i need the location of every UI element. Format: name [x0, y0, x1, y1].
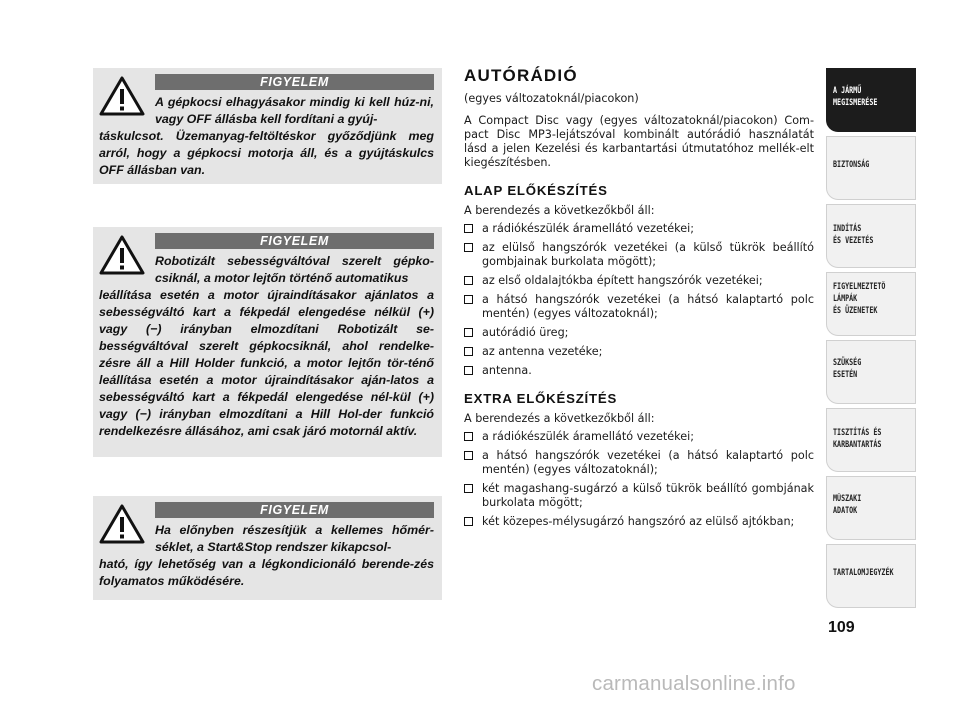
checkbox-bullet-icon	[464, 451, 473, 460]
warning-box-1	[93, 68, 442, 184]
tab-label: ADATOK	[833, 506, 858, 516]
tab-vehicle-overview[interactable]	[826, 68, 916, 132]
section-intro: A berendezés a következőkből áll:	[464, 204, 655, 217]
warning-text-rest: táskulcsot. Üzemanyag-feltöltéskor győződjünk meg arról, hogy a gépkocsi motorja áll, és a gyújtáskulcs OFF állásban van.	[99, 129, 434, 177]
list-item	[464, 515, 814, 529]
tab-label: KARBANTARTÁS	[833, 440, 882, 450]
list-item-text: az antenna vezetéke;	[482, 345, 603, 358]
list-item-text: az első oldalajtókba épített hangszórók vezetékei;	[482, 274, 763, 287]
list-item-text: a rádiókészülék áramellátó vezetékei;	[482, 222, 695, 235]
list-item	[464, 364, 814, 378]
list-item-text: a rádiókészülék áramellátó vezetékei;	[482, 430, 695, 443]
tab-label: MŰSZAKI	[833, 494, 862, 504]
list-item	[464, 241, 814, 269]
checkbox-bullet-icon	[464, 432, 473, 441]
warning-text-first: A gépkocsi elhagyásakor mindig ki kell húz-ni, vagy OFF állásba kell fordítani a gyúj-	[155, 95, 434, 126]
tab-label: FIGYELMEZTETŐ	[833, 282, 886, 292]
list-item	[464, 449, 814, 477]
list-item-text: autórádió üreg;	[482, 326, 569, 339]
tab-label: A JÁRMŰ	[833, 86, 862, 96]
warning-text-first: Robotizált sebességváltóval szerelt gépko-csiknál, a motor lejtőn történő automatikus	[155, 254, 434, 285]
checkbox-bullet-icon	[464, 366, 473, 375]
warning-text-first: Ha előnyben részesítjük a kellemes hőmér-séklet, a Start&Stop rendszer kikapcsol-	[155, 523, 434, 554]
list-item	[464, 345, 814, 359]
list-item-text: az elülső hangszórók vezetékei (a külső tükrök beállító gombjainak burkolata mögött);	[482, 241, 814, 268]
list-item	[464, 293, 814, 321]
extra-list	[464, 430, 814, 529]
tab-label: ÉS VEZETÉS	[833, 236, 874, 246]
page-subtitle: (egyes változatoknál/piacokon)	[464, 92, 639, 105]
intro-paragraph: A Compact Disc vagy (egyes változatoknál/piacokon) Com-pact Disc MP3-lejátszóval kombinált autórádió használatát lásd a jelen Kezelési és karbantartási útmutatóhoz mellék-elt kiegészítésben.	[464, 114, 814, 169]
tab-warning-lights[interactable]	[826, 272, 916, 336]
main-content	[464, 66, 814, 534]
list-item-text: a hátsó hangszórók vezetékei (a hátsó kalaptartó polc mentén) (egyes változatoknál);	[482, 293, 814, 320]
list-item-text: két közepes-mélysugárzó hangszóró az elülső ajtókban;	[482, 515, 795, 528]
warning-box-3	[93, 496, 442, 600]
tab-label: LÁMPÁK	[833, 294, 858, 304]
list-item-text: antenna.	[482, 364, 532, 377]
list-item	[464, 326, 814, 340]
checkbox-bullet-icon	[464, 224, 473, 233]
tab-label: INDÍTÁS	[833, 224, 862, 234]
list-item	[464, 430, 814, 444]
warning-label: FIGYELEM	[155, 74, 434, 90]
tab-label: BIZTONSÁG	[833, 160, 870, 170]
checkbox-bullet-icon	[464, 347, 473, 356]
basic-list	[464, 222, 814, 378]
tab-maintenance[interactable]	[826, 408, 916, 472]
warning-triangle-icon	[99, 235, 145, 275]
section-intro: A berendezés a következőkből áll:	[464, 412, 655, 425]
checkbox-bullet-icon	[464, 243, 473, 252]
tab-label: ÉS ÜZENETEK	[833, 306, 878, 316]
warning-triangle-icon	[99, 504, 145, 544]
tab-technical-data[interactable]	[826, 476, 916, 540]
warning-label: FIGYELEM	[155, 502, 434, 518]
checkbox-bullet-icon	[464, 484, 473, 493]
watermark: carmanualsonline.info	[592, 672, 796, 695]
warning-text-rest: leállítása esetén a motor újraindításakor ajánlatos a sebességváltó kart a fékpedál elengedése nélkül (+) vagy (−) irányban elmozdítani Robotizált se-bességváltóval szerelt gépkocsiknál, ahol rendelke-zésre áll a Hill Holder funkció, a motor lejtőn tör-ténő leállítása esetén a motor újraindításakor aján-latos a sebességváltó kart a fékpedál elengedése nél-kül (+) vagy (−) irányban elmozdítani a Hill Hol-der funkció rendelkezésre állásához, ami csak járó motornál aktív.	[99, 288, 434, 438]
tab-label: TISZTÍTÁS ÉS	[833, 428, 882, 438]
warning-box-2	[93, 227, 442, 457]
checkbox-bullet-icon	[464, 517, 473, 526]
checkbox-bullet-icon	[464, 295, 473, 304]
page-number: 109	[828, 619, 855, 636]
checkbox-bullet-icon	[464, 276, 473, 285]
warning-triangle-icon	[99, 76, 145, 116]
tab-emergency[interactable]	[826, 340, 916, 404]
list-item	[464, 274, 814, 288]
page-title: AUTÓRÁDIÓ	[464, 66, 578, 85]
tab-label: ESETÉN	[833, 370, 858, 380]
section-heading-basic: ALAP ELŐKÉSZÍTÉS	[464, 183, 608, 198]
checkbox-bullet-icon	[464, 328, 473, 337]
tab-safety[interactable]	[826, 136, 916, 200]
tab-label: MEGISMERÉSE	[833, 98, 878, 108]
list-item	[464, 482, 814, 510]
tab-starting-driving[interactable]	[826, 204, 916, 268]
tab-label: TARTALOMJEGYZÉK	[833, 568, 894, 578]
warning-text-rest: ható, így lehetőség van a légkondicionáló berende-zés folyamatos működésére.	[99, 557, 434, 588]
section-heading-extra: EXTRA ELŐKÉSZÍTÉS	[464, 391, 618, 406]
warning-label: FIGYELEM	[155, 233, 434, 249]
tab-index[interactable]	[826, 544, 916, 608]
list-item	[464, 222, 814, 236]
list-item-text: a hátsó hangszórók vezetékei (a hátsó kalaptartó polc mentén) (egyes változatoknál);	[482, 449, 814, 476]
list-item-text: két magashang-sugárzó a külső tükrök beállító gombjának burkolata mögött;	[482, 482, 814, 509]
tab-label: SZÜKSÉG	[833, 358, 862, 368]
chapter-tabs	[826, 68, 916, 612]
